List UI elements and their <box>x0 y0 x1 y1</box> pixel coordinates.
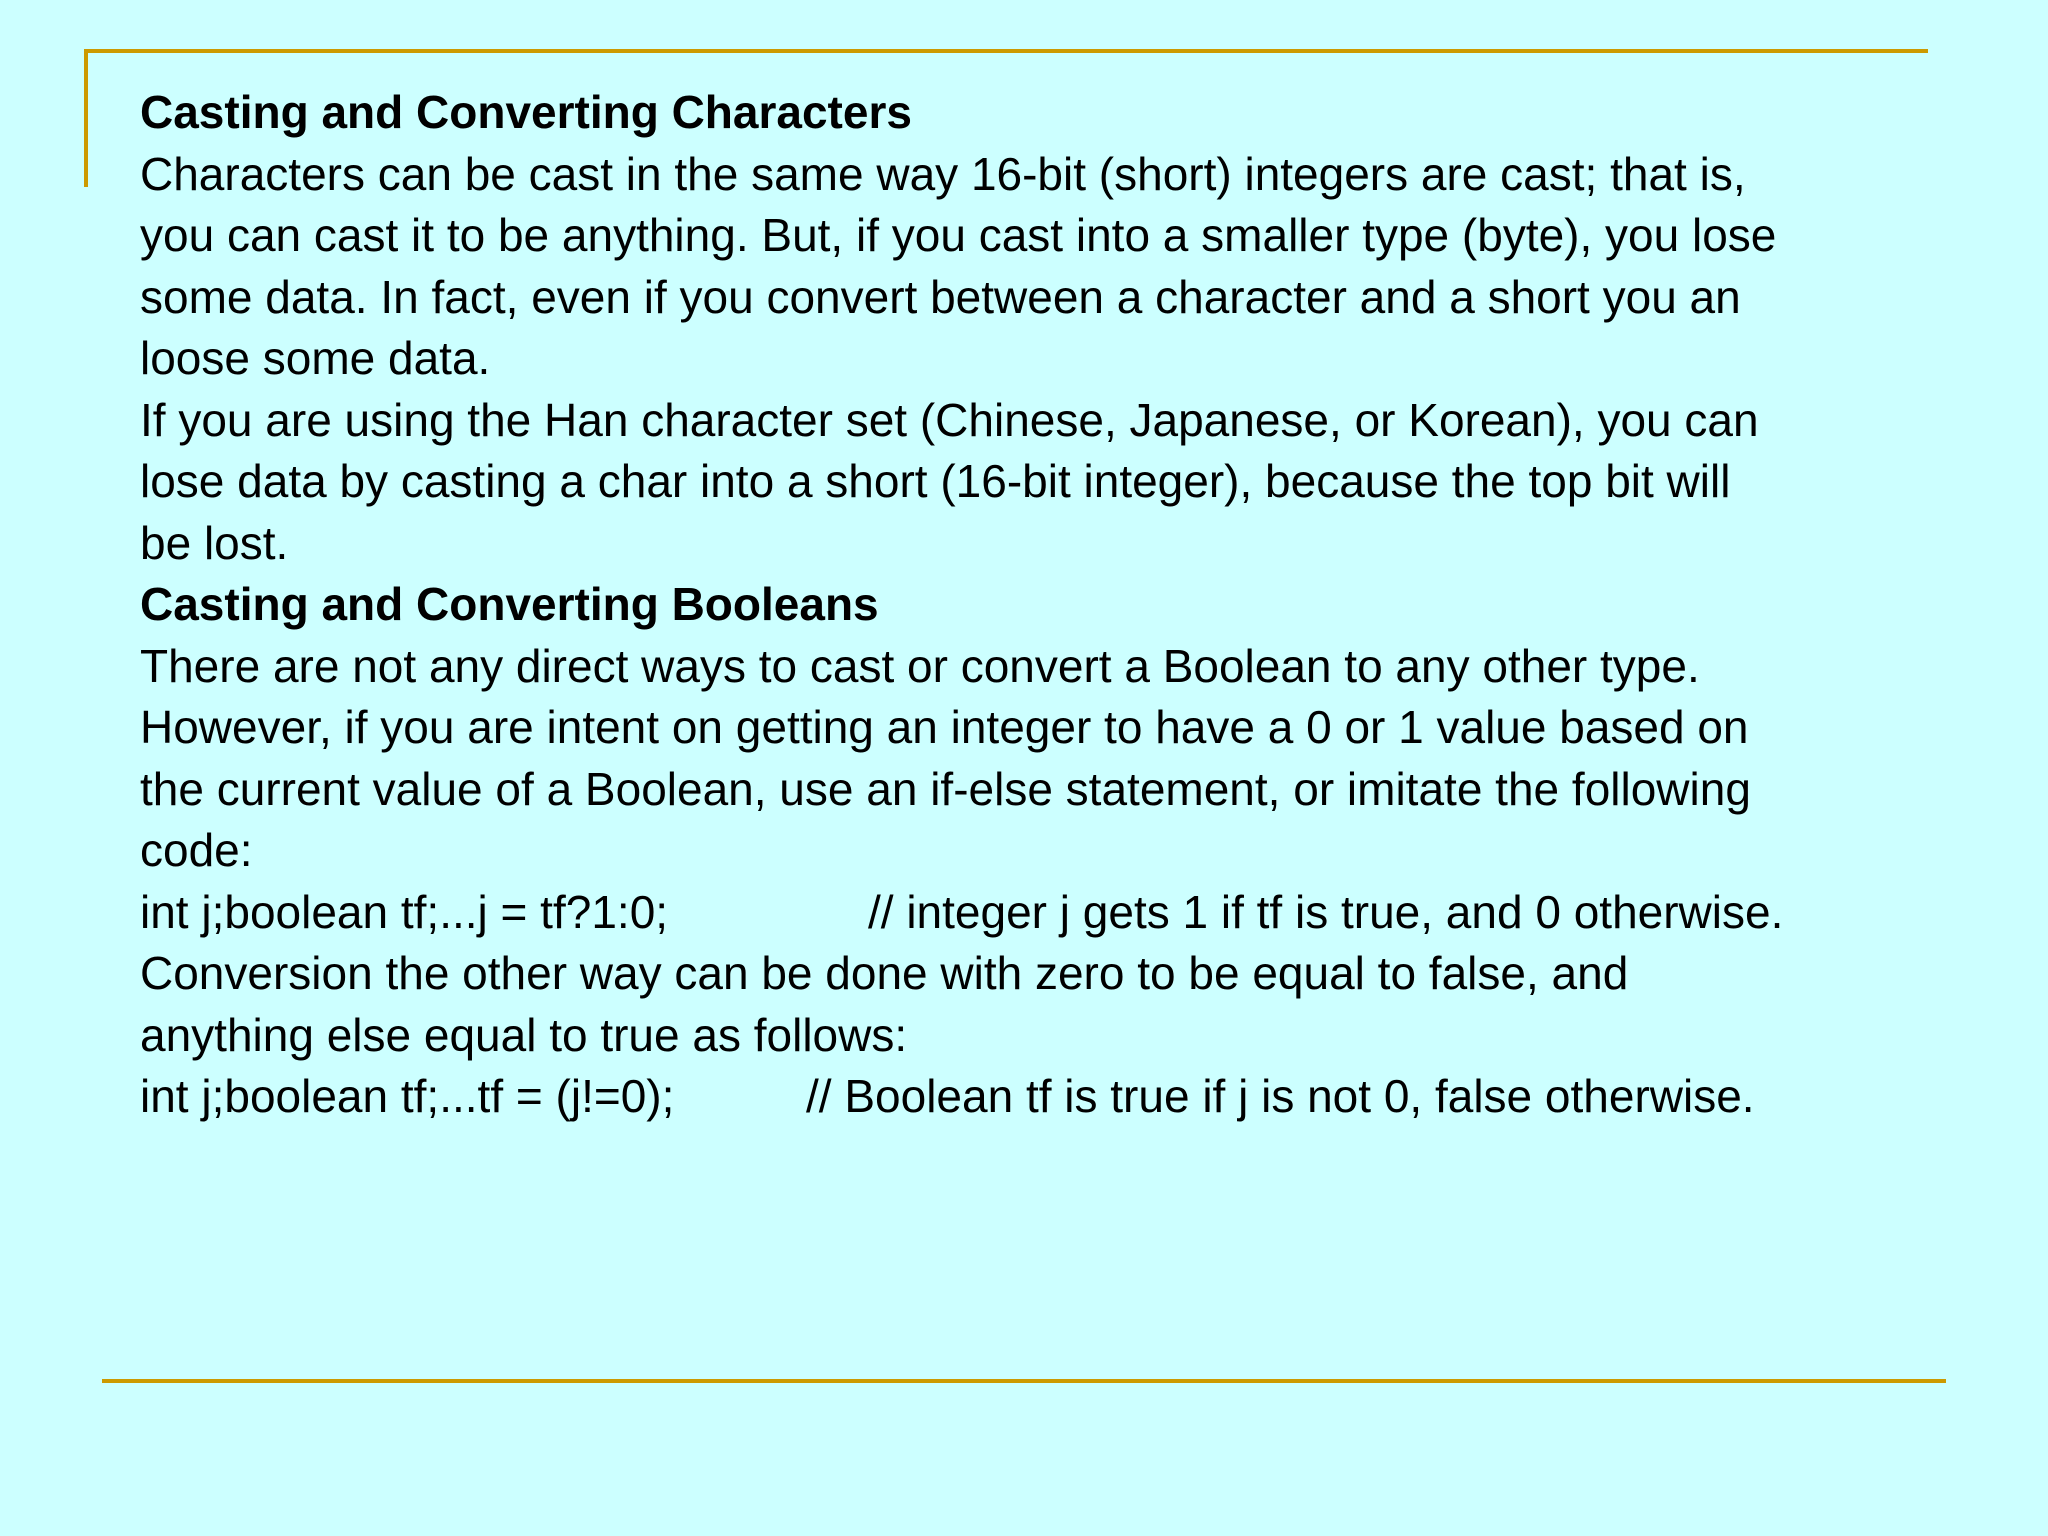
code-comment: // Boolean tf is true if j is not 0, false otherwise. <box>806 1070 1755 1122</box>
paragraph-line: some data. In fact, even if you convert between a character and a short you an <box>140 270 1741 323</box>
paragraph-line: loose some data. <box>140 332 491 384</box>
paragraph-line: the current value of a Boolean, use an if-else statement, or imitate the following <box>140 762 1751 815</box>
heading-casting-booleans: Casting and Converting Booleans <box>140 578 879 630</box>
heading-casting-characters: Casting and Converting Characters <box>140 86 912 138</box>
paragraph-line: There are not any direct ways to cast or convert a Boolean to any other type. <box>140 639 1700 692</box>
bottom-rule <box>102 1379 1946 1383</box>
paragraph-line: Characters can be cast in the same way 16-bit (short) integers are cast; that is, <box>140 147 1746 200</box>
paragraph-line: be lost. <box>140 516 289 569</box>
code-example-int-to-bool <box>140 1066 2020 1128</box>
code-example-bool-to-int <box>140 882 2020 944</box>
paragraph-line: Conversion the other way can be done with zero to be equal to false, and <box>140 947 1629 999</box>
slide-body <box>140 82 2020 1128</box>
paragraph-line: lose data by casting a char into a short (16-bit integer), because the top bit will <box>140 455 1731 507</box>
paragraph-line: If you are using the Han character set (Chinese, Japanese, or Korean), you can <box>140 393 1759 446</box>
paragraph-line: you can cast it to be anything. But, if you cast into a smaller type (byte), you lose <box>140 209 1777 261</box>
paragraph-line: anything else equal to true as follows: <box>140 1008 908 1061</box>
paragraph-line: However, if you are intent on getting an integer to have a 0 or 1 value based on <box>140 701 1749 753</box>
left-rule <box>84 49 88 187</box>
code-comment: // integer j gets 1 if tf is true, and 0 otherwise. <box>868 885 1784 938</box>
paragraph-line: code: <box>140 824 253 876</box>
code-statement: int j;boolean tf;...j = tf?1:0; <box>140 885 669 938</box>
code-statement: int j;boolean tf;...tf = (j!=0); <box>140 1070 675 1122</box>
top-rule <box>84 49 1928 53</box>
